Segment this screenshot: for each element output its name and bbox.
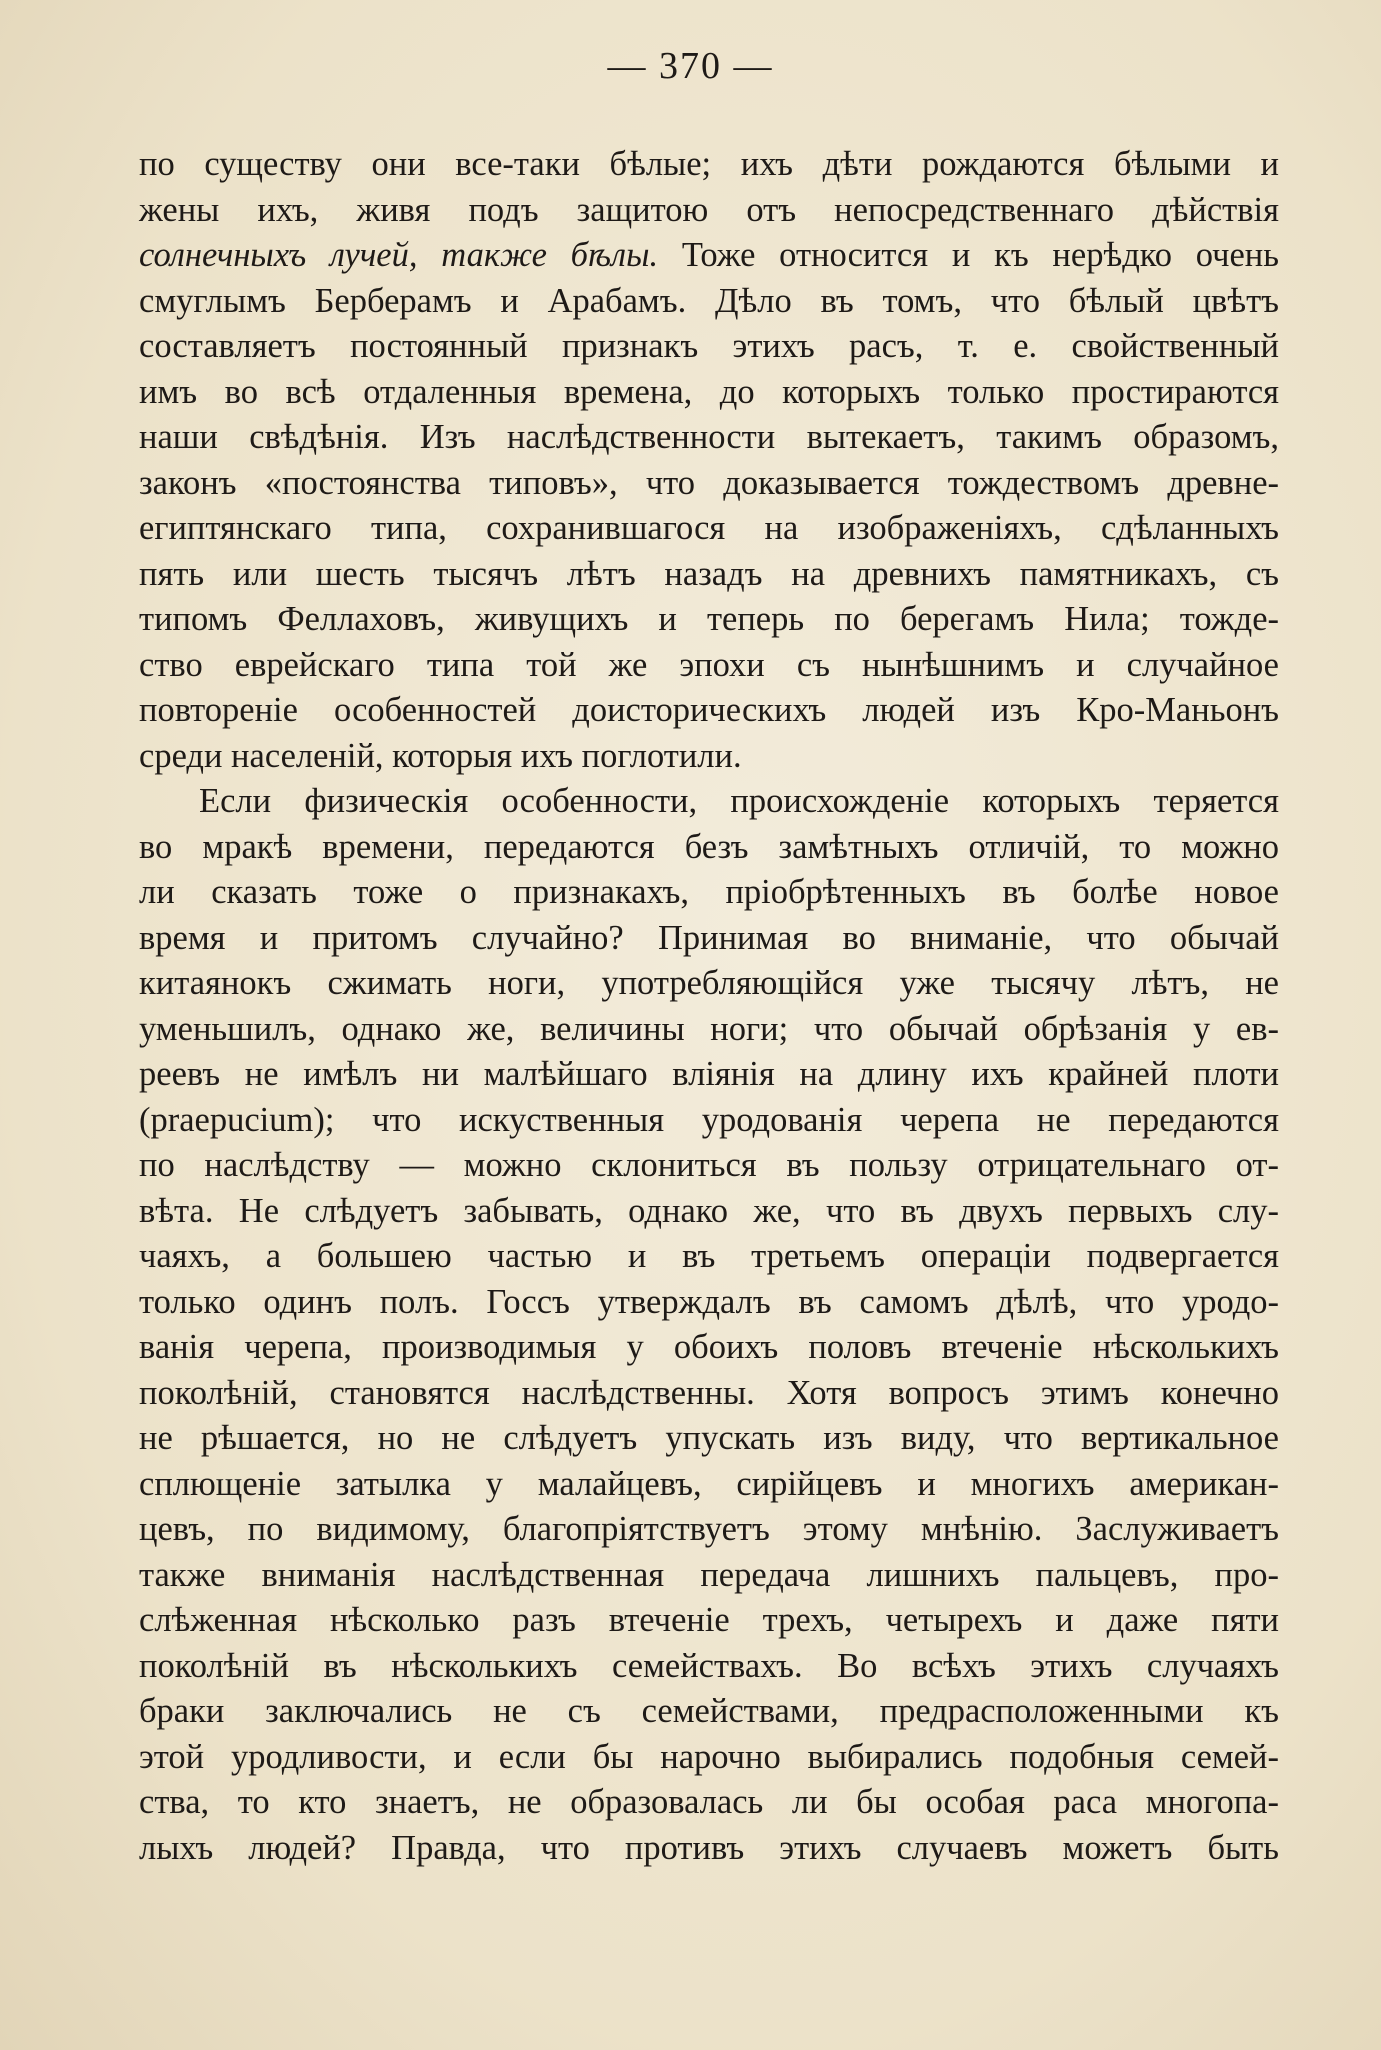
text-line bbox=[139, 324, 1279, 370]
text-line bbox=[139, 370, 1279, 416]
line-text: Тоже относится и къ нерѣдко очень bbox=[658, 236, 1279, 274]
line-text: чаяхъ, а большею частью и въ третьемъ операціи подвергается bbox=[139, 1237, 1279, 1275]
text-line bbox=[139, 1826, 1279, 1872]
text-line bbox=[139, 1143, 1279, 1189]
line-text: цевъ, по видимому, благопріятствуетъ этому мнѣнію. Заслуживаетъ bbox=[139, 1510, 1279, 1548]
text-line bbox=[139, 1553, 1279, 1599]
line-text: лыхъ людей? Правда, что противъ этихъ случаевъ можетъ быть bbox=[139, 1828, 1279, 1867]
line-text: пять или шесть тысячъ лѣтъ назадъ на древнихъ памятникахъ, съ bbox=[139, 554, 1279, 593]
text-line bbox=[139, 461, 1279, 507]
text-line bbox=[139, 779, 1279, 825]
text-line bbox=[139, 825, 1279, 871]
line-text: этой уродливости, и если бы нарочно выбирались подобныя семей- bbox=[139, 1737, 1279, 1776]
line-text: слѣженная нѣсколько разъ втеченіе трехъ, четырехъ и даже пяти bbox=[139, 1601, 1279, 1639]
line-text: по существу они все-таки бѣлые; ихъ дѣти рождаются бѣлыми и bbox=[139, 145, 1279, 183]
text-line bbox=[139, 506, 1279, 552]
line-text: типомъ Феллаховъ, живущихъ и теперь по берегамъ Нила; тожде- bbox=[139, 600, 1279, 638]
line-text: Если физическія особенности, происхожденіе которыхъ теряется bbox=[199, 782, 1279, 820]
text-line bbox=[139, 188, 1279, 234]
line-text: смуглымъ Берберамъ и Арабамъ. Дѣло въ томъ, что бѣлый цвѣтъ bbox=[139, 281, 1279, 320]
line-text: только одинъ полъ. Госсъ утверждалъ въ самомъ дѣлѣ, что уродо- bbox=[139, 1282, 1279, 1321]
line-text: среди населеній, которыя ихъ поглотили. bbox=[139, 736, 742, 775]
text-line bbox=[139, 1598, 1279, 1644]
text-line bbox=[139, 1098, 1279, 1144]
line-text: ли сказать тоже о признакахъ, пріобрѣтенныхъ въ болѣе новое bbox=[139, 873, 1279, 911]
text-line bbox=[139, 1325, 1279, 1371]
line-text: время и притомъ случайно? Принимая во вниманіе, что обычай bbox=[139, 918, 1279, 957]
text-line bbox=[139, 688, 1279, 734]
text-line bbox=[139, 1689, 1279, 1735]
text-line bbox=[139, 1007, 1279, 1053]
line-text: ство еврейскаго типа той же эпохи съ нынѣшнимъ и случайное bbox=[139, 645, 1279, 684]
line-text: уменьшилъ, однако же, величины ноги; что обычай обрѣзанія у ев- bbox=[139, 1009, 1279, 1048]
text-line bbox=[139, 1780, 1279, 1826]
line-text: египтянскаго типа, сохранившагося на изображеніяхъ, сдѣланныхъ bbox=[139, 509, 1279, 547]
text-line bbox=[139, 552, 1279, 598]
line-text: имъ во всѣ отдаленныя времена, до которыхъ только простираются bbox=[139, 372, 1279, 411]
line-text: законъ «постоянства типовъ», что доказывается тождествомъ древне- bbox=[139, 463, 1279, 502]
line-text: во мракѣ времени, передаются безъ замѣтныхъ отличій, то можно bbox=[139, 827, 1279, 866]
text-line bbox=[139, 1371, 1279, 1417]
line-text: китаянокъ сжимать ноги, употребляющійся уже тысячу лѣтъ, не bbox=[139, 964, 1279, 1002]
line-text: также вниманія наслѣдственная передача лишнихъ пальцевъ, про- bbox=[139, 1555, 1279, 1594]
page-number: — 370 — bbox=[607, 45, 774, 87]
line-text: сплющеніе затылка у малайцевъ, сирійцевъ и многихъ американ- bbox=[139, 1464, 1279, 1503]
text-line bbox=[139, 1416, 1279, 1462]
line-text: (praepucium); что искуственныя уродованія черепа не передаются bbox=[139, 1100, 1279, 1139]
line-text: составляетъ постоянный признакъ этихъ расъ, т. е. свойственный bbox=[139, 327, 1279, 365]
text-line bbox=[139, 643, 1279, 689]
italic-text: солнечныхъ лучей, также бѣлы. bbox=[139, 236, 659, 274]
line-text: поколѣній въ нѣсколькихъ семействахъ. Во всѣхъ этихъ случаяхъ bbox=[139, 1646, 1279, 1685]
text-line bbox=[139, 279, 1279, 325]
line-text: по наслѣдству — можно склониться въ пользу отрицательнаго от- bbox=[139, 1146, 1279, 1184]
text-line bbox=[139, 1735, 1279, 1781]
text-line bbox=[139, 1644, 1279, 1690]
text-line bbox=[139, 734, 1279, 780]
text-line bbox=[139, 1234, 1279, 1280]
line-text: ванія черепа, производимыя у обоихъ половъ втеченіе нѣсколькихъ bbox=[139, 1328, 1279, 1366]
text-line bbox=[139, 916, 1279, 962]
text-line bbox=[139, 1189, 1279, 1235]
line-text: жены ихъ, живя подъ защитою отъ непосредственнаго дѣйствія bbox=[139, 190, 1279, 229]
line-text: реевъ не имѣлъ ни малѣйшаго вліянія на длину ихъ крайней плоти bbox=[139, 1055, 1279, 1093]
line-text: поколѣній, становятся наслѣдственны. Хотя вопросъ этимъ конечно bbox=[139, 1373, 1279, 1412]
text-line bbox=[139, 1280, 1279, 1326]
line-text: наши свѣдѣнія. Изъ наслѣдственности вытекаетъ, такимъ образомъ, bbox=[139, 418, 1279, 456]
text-line bbox=[139, 1052, 1279, 1098]
body-text bbox=[139, 142, 1279, 1871]
line-text: не рѣшается, но не слѣдуетъ упускать изъ виду, что вертикальное bbox=[139, 1419, 1279, 1457]
text-line bbox=[139, 1507, 1279, 1553]
text-line bbox=[139, 233, 1279, 279]
text-line bbox=[139, 142, 1279, 188]
text-line bbox=[139, 415, 1279, 461]
line-text: ства, то кто знаетъ, не образовалась ли бы особая раса многопа- bbox=[139, 1783, 1279, 1821]
line-text: повтореніе особенностей доисторическихъ людей изъ Кро-Маньонъ bbox=[139, 691, 1279, 729]
text-line bbox=[139, 597, 1279, 643]
text-line bbox=[139, 1462, 1279, 1508]
text-line bbox=[139, 961, 1279, 1007]
text-line bbox=[139, 870, 1279, 916]
line-text: браки заключались не съ семействами, предрасположенными къ bbox=[139, 1692, 1279, 1730]
line-text: вѣта. Не слѣдуетъ забывать, однако же, что въ двухъ первыхъ слу- bbox=[139, 1191, 1279, 1230]
